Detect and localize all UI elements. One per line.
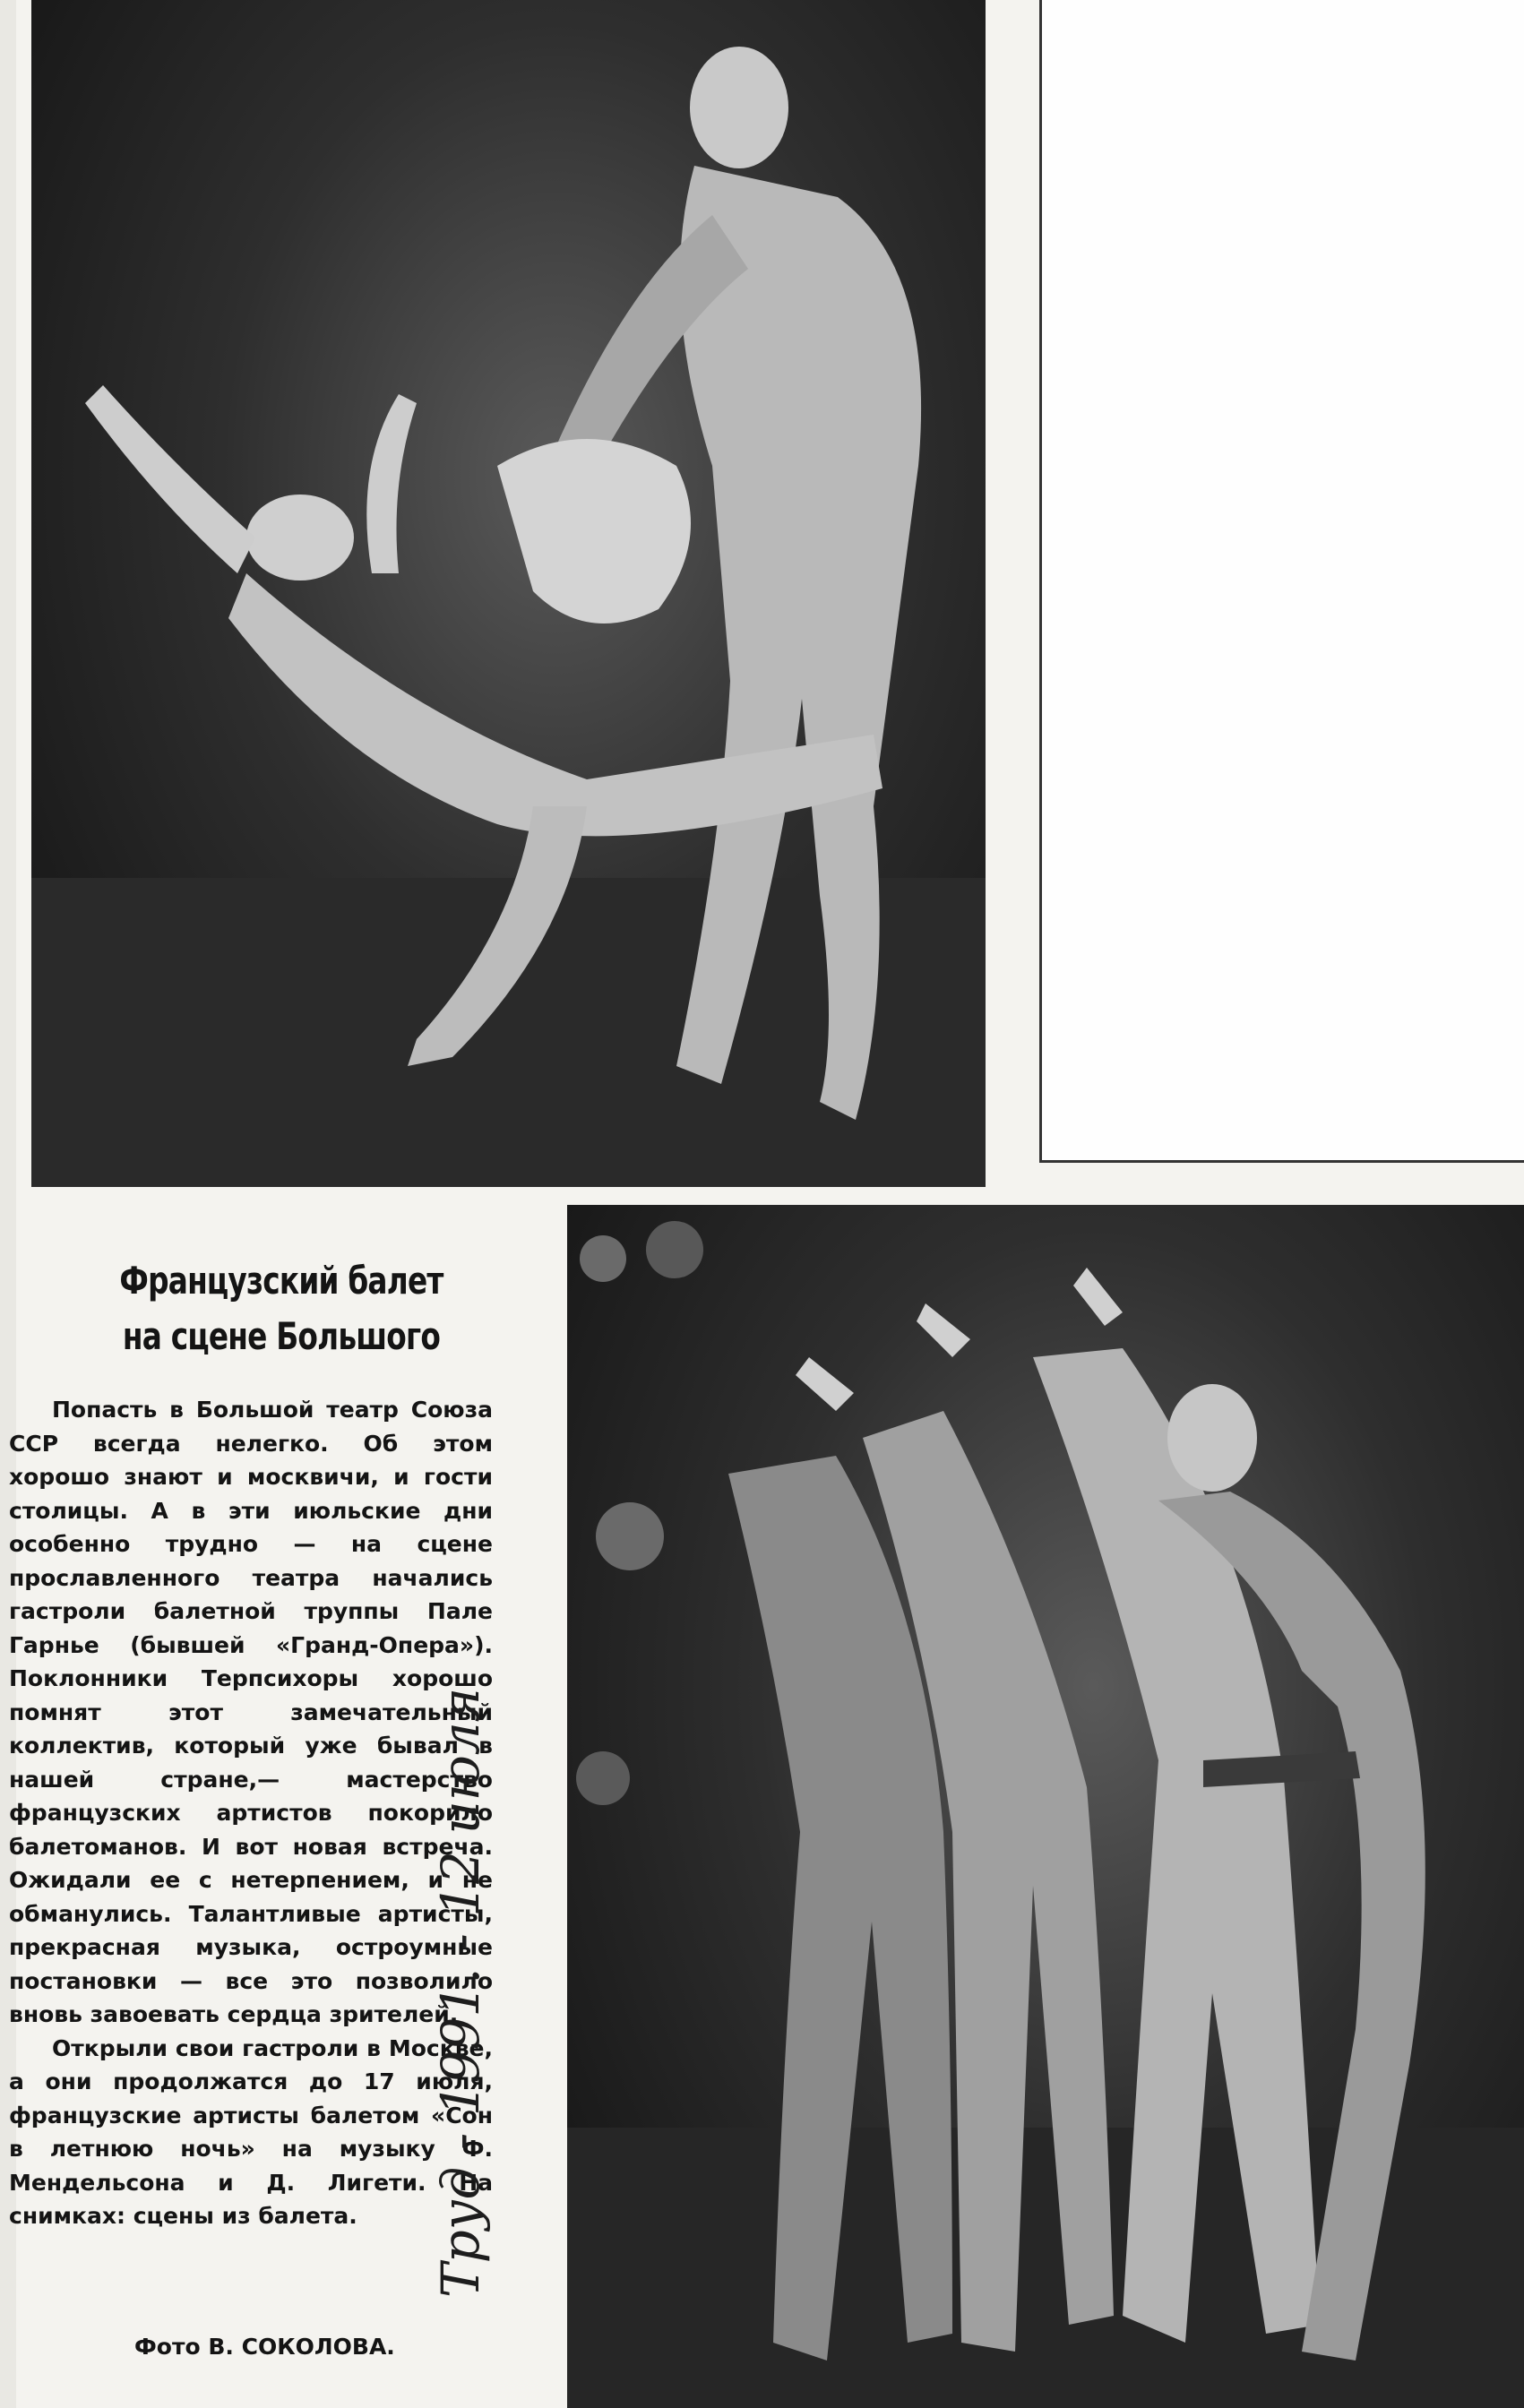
photo-ballet-duo-illustration (31, 0, 986, 1187)
article-paragraph: Попасть в Большой театр Союза ССР всегда нелегко. Об этом хорошо знают и москвичи, и гости столицы. А в эти июльские дни особенно трудно — на сцене прославленного театра начались гастроли балетной труппы Пале Гарнье (бывшей «Гранд-Опера»). Поклонники Терпсихоры хорошо помнят этот замечательный коллектив, который уже бывал в нашей стране,— мастерство французских артистов покорило балетоманов. И вот новая встреча. Ожидали ее с нетерпением, и не обманулись. Талантливые артисты, прекрасная музыка, остроумные постановки — все это позволило вновь завоевать сердца зрителей. (9, 1397, 493, 2027)
photo-dancers-group-illustration (567, 1205, 1524, 2408)
article-paragraph: Открыли свои гастроли в Москве, а они продолжатся до 17 июля, французские артисты балетом «Сон в летнюю ночь» на музыку Ф. Мендельсона и Д. Лигети. На снимках: сцены из балета. (9, 2034, 493, 2229)
photo-dancers-group (567, 1205, 1524, 2408)
article-headline-line1: Французский балет (119, 1259, 443, 1303)
blank-clipping-panel (1039, 0, 1524, 1163)
article-headline-line2: на сцене Большого (122, 1314, 441, 1358)
photo-ballet-duo (31, 0, 986, 1187)
article-body (9, 1393, 493, 2233)
photo-credit: Фото В. СОКОЛОВА. (134, 2334, 395, 2360)
handwritten-source-note: Труд - 1991. - 12 июля (430, 1687, 491, 2298)
